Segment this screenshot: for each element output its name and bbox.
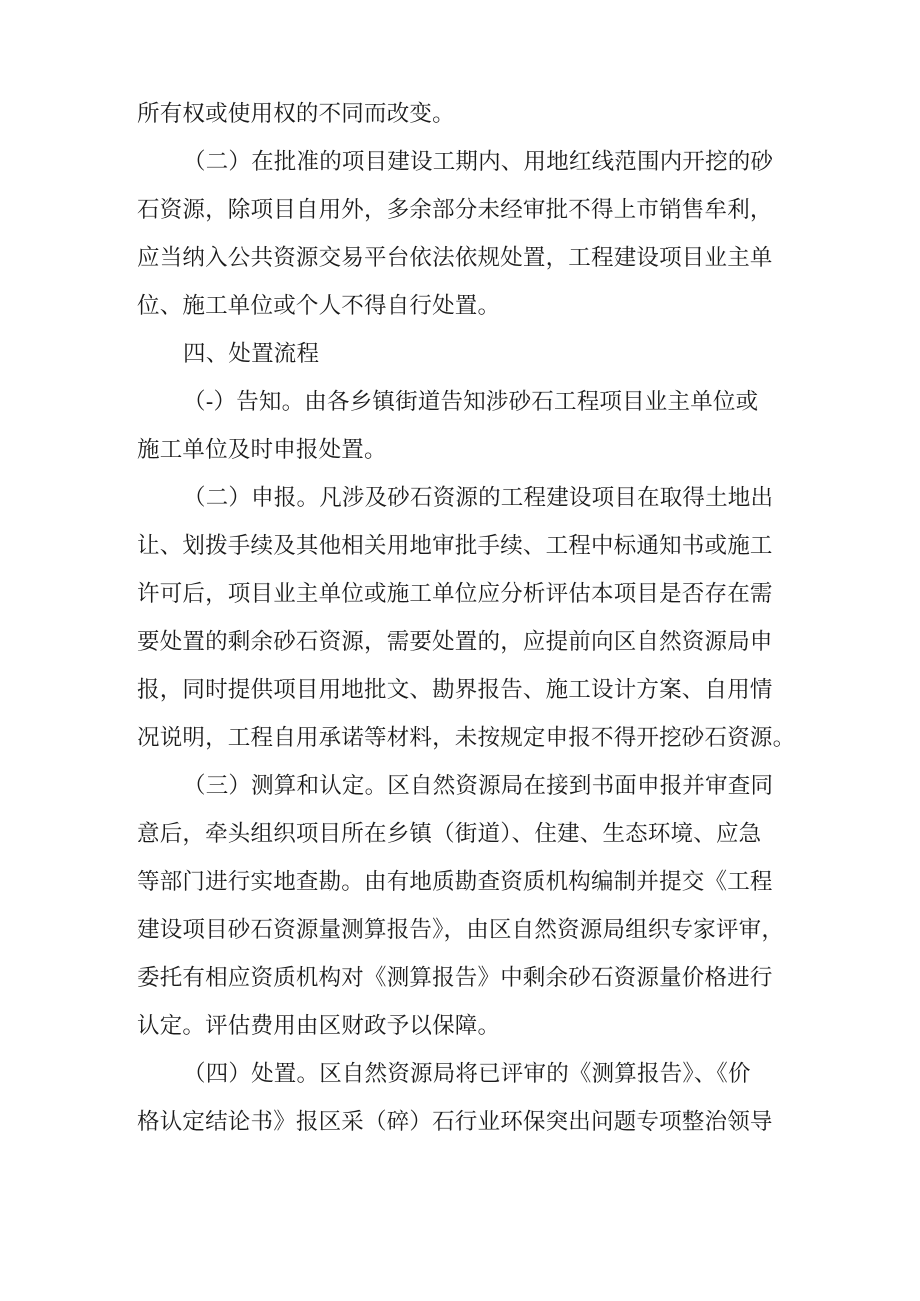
- body-text-line: 报，同时提供项目用地批文、勘界报告、施工设计方案、自用情: [137, 677, 773, 703]
- body-text-line: 让、划拨手续及其他相关用地审批手续、工程中标通知书或施工: [137, 533, 773, 559]
- body-text-line: 应当纳入公共资源交易平台依法依规处置，工程建设项目业主单: [137, 245, 773, 271]
- section-heading: 四、处置流程: [183, 341, 320, 367]
- body-text-line: 石资源，除项目自用外，多余部分未经审批不得上市销售牟利，: [137, 197, 773, 223]
- body-text-line: 认定。评估费用由区财政予以保障。: [137, 1013, 501, 1039]
- body-text-line: 格认定结论书》报区采（碎）石行业环保突出问题专项整治领导: [137, 1109, 773, 1135]
- body-text-line: 施工单位及时申报处置。: [137, 437, 387, 463]
- body-text-line: 许可后，项目业主单位或施工单位应分析评估本项目是否存在需: [137, 581, 773, 607]
- body-text-line: 建设项目砂石资源量测算报告》，由区自然资源局组织专家评审，: [137, 917, 785, 943]
- body-text-line: 委托有相应资质机构对《测算报告》中剩余砂石资源量价格进行: [137, 965, 773, 991]
- body-text-line: 要处置的剩余砂石资源，需要处置的，应提前向区自然资源局申: [137, 629, 773, 655]
- body-text-line: 意后，牵头组织项目所在乡镇（街道）、住建、生态环境、应急: [137, 821, 762, 847]
- body-text-line: 等部门进行实地查勘。由有地质勘查资质机构编制并提交《工程: [137, 869, 773, 895]
- paragraph-start-line: （四）处置。区自然资源局将已评审的《测算报告》、《价: [183, 1061, 751, 1087]
- paragraph-start-line: （二）申报。凡涉及砂石资源的工程建设项目在取得土地出: [183, 485, 774, 511]
- body-text-line: 所有权或使用权的不同而改变。: [137, 101, 455, 127]
- paragraph-start-line: （二）在批准的项目建设工期内、用地红线范围内开挖的砂: [183, 149, 774, 175]
- body-text-line: 位、施工单位或个人不得自行处置。: [137, 293, 501, 319]
- paragraph-start-line: （三）测算和认定。区自然资源局在接到书面申报并审查同: [183, 773, 774, 799]
- body-text-line: 况说明，工程自用承诺等材料，未按规定申报不得开挖砂石资源。: [137, 725, 796, 751]
- paragraph-start-line: （-）告知。由各乡镇街道告知涉砂石工程项目业主单位或: [183, 389, 759, 415]
